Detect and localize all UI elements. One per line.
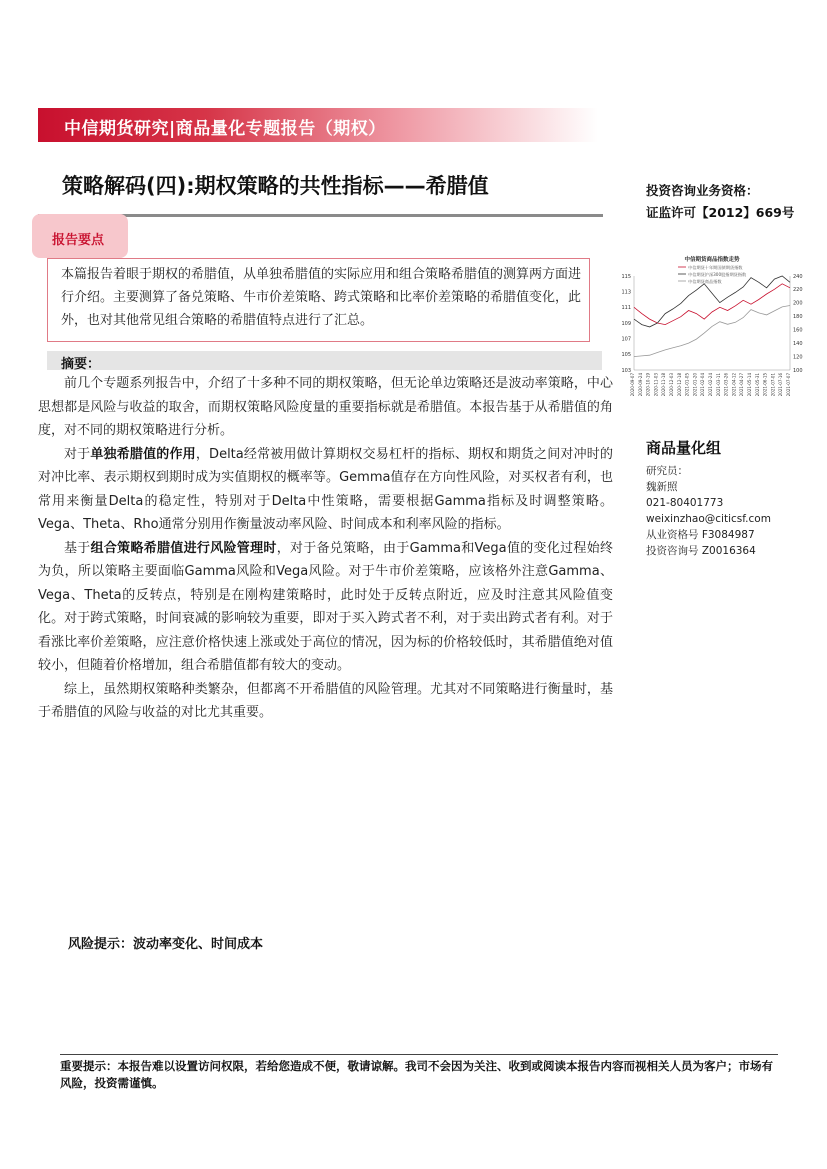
- series-line: [634, 284, 790, 325]
- y-tick-left: 103: [621, 367, 631, 374]
- team-title: 商品量化组: [646, 439, 722, 457]
- y-tick-left: 115: [621, 273, 631, 280]
- footer-divider: [60, 1054, 778, 1055]
- x-tick-label: 2021-04-12: [731, 373, 737, 397]
- index-chart: [614, 252, 814, 407]
- x-tick-label: 2021-01-05: [684, 373, 690, 397]
- x-tick-label: 2021-03-26: [723, 373, 729, 397]
- y-tick-right: 180: [793, 314, 803, 321]
- legend-label: 中信期货商品指数: [688, 278, 722, 284]
- x-tick-label: 2021-06-15: [762, 373, 768, 397]
- x-tick-label: 2020-09-24: [637, 373, 643, 397]
- researcher-email: weixinzhao@citicsf.com: [646, 513, 771, 525]
- x-tick-label: 2021-02-24: [708, 373, 713, 397]
- x-tick-label: 2021-05-14: [747, 373, 752, 397]
- y-tick-left: 105: [621, 352, 631, 359]
- paragraph: 基于组合策略希腊值进行风险管理时，对于备兑策略，由于Gamma和Vega值的变化过程始终为负，所以策略主要面临Gamma风险和Vega风险。对于牛市价差策略，应该格外注意Gamma、Vega、Theta的反转点，特别是在刚构建策略时，此时处于反转点附近，应及时注意其风险值变化。对于跨式策略，时间衰减的影响较为重要，即对于买入跨式者不利，对于卖出跨式者有利。对于看涨比率价差策略，应注意价格快速上涨或处于高位的情况，因为标的价格较低时，其希腊值绝对值较小，但随着价格增加，组合希腊值都有较大的变动。: [38, 540, 613, 673]
- x-tick-label: 2021-01-20: [692, 373, 698, 397]
- team-info: [646, 463, 771, 559]
- y-tick-right: 120: [793, 354, 803, 361]
- x-tick-label: 2021-07-01: [770, 373, 776, 397]
- x-tick-label: 2020-12-03: [669, 373, 674, 397]
- summary-tab-label: 报告要点: [52, 233, 105, 248]
- paragraph: 对于单独希腊值的作用，Delta经常被用做计算期权交易杠杆的指标、期权和期货之间对冲时的对冲比率、表示期权到期时成为实值期权的概率等。Gemma值存在方向性风险，对买权者有利，也常用来衡量Delta的稳定性，特别对于Delta中性策略，需要根据Gamma指标及时调整策略。Vega、Theta、Rho通常分别用作衡量波动率风险、时间成本和利率风险的指标。: [38, 446, 613, 532]
- x-tick-label: 2021-04-27: [739, 373, 745, 397]
- y-tick-left: 111: [621, 305, 631, 312]
- x-tick-label: 2020-11-03: [653, 373, 659, 397]
- paragraph: 综上，虽然期权策略种类繁杂，但都离不开希腊值的风险管理。尤其对不同策略进行衡量时，基于希腊值的风险与收益的对比尤其重要。: [38, 681, 613, 720]
- y-tick-left: 107: [621, 336, 631, 343]
- footer-disclaimer: 重要提示：本报告难以设置访问权限，若给您造成不便，敬请谅解。我司不会因为关注、收到或阅读本报告内容而视相关人员为客户；市场有风险，投资需谨慎。: [60, 1059, 773, 1090]
- y-tick-right: 140: [793, 340, 803, 347]
- qualification-line: 投资咨询业务资格：: [646, 183, 759, 198]
- summary-tab: [32, 214, 128, 258]
- x-tick-label: 2021-07-07: [786, 373, 791, 397]
- chart-title: 中信期货商品指数走势: [684, 257, 740, 263]
- researcher-label: 研究员：: [646, 465, 688, 477]
- summary-box: [47, 258, 590, 342]
- report-title: 策略解码(四):期权策略的共性指标——希腊值: [62, 174, 489, 198]
- y-tick-right: 240: [793, 273, 803, 280]
- risk-warning: 风险提示：波动率变化、时间成本: [68, 937, 264, 952]
- x-tick-label: 2021-02-04: [700, 373, 706, 397]
- abstract-body: [38, 372, 613, 725]
- x-tick-label: 2021-05-31: [754, 373, 760, 397]
- researcher-name: 魏新照: [646, 481, 678, 493]
- y-tick-left: 109: [621, 320, 631, 327]
- y-tick-right: 100: [793, 367, 803, 374]
- x-tick-label: 2021-07-16: [778, 373, 784, 397]
- license-line: 证监许可【2012】669号: [646, 205, 795, 220]
- qualification-block: [646, 180, 794, 224]
- x-tick-label: 2020-11-18: [661, 373, 667, 397]
- series-line: [634, 306, 790, 357]
- y-tick-right: 160: [793, 327, 803, 334]
- legend-label: 中信期货沪深300股指期货指数: [688, 271, 747, 277]
- qualification-number: 从业资格号 F3084987: [646, 529, 755, 541]
- x-tick-label: 2020-12-18: [676, 373, 682, 397]
- y-tick-right: 200: [793, 300, 803, 307]
- x-tick-label: 2021-03-11: [715, 373, 721, 397]
- abstract-label: 摘要：: [61, 357, 101, 372]
- legend-label: 中信期货十年期国债期货指数: [688, 264, 743, 270]
- summary-text: 本篇报告着眼于期权的希腊值，从单独希腊值的实际应用和组合策略希腊值的测算两方面进行介绍。主要测算了备兑策略、牛市价差策略、跨式策略和比率价差策略的希腊值变化，此外，也对其他常见组合策略的希腊值特点进行了汇总。: [61, 267, 582, 328]
- x-tick-label: 2020-10-19: [645, 373, 651, 397]
- abstract-header: [47, 351, 602, 370]
- consulting-number: 投资咨询号 Z0016364: [646, 545, 756, 557]
- y-tick-right: 220: [793, 287, 803, 294]
- y-tick-left: 113: [621, 289, 631, 296]
- paragraph: 前几个专题系列报告中，介绍了十多种不同的期权策略，但无论单边策略还是波动率策略，中心思想都是风险与收益的取舍，而期权策略风险度量的重要指标就是希腊值。本报告基于从希腊值的角度，对不同的期权策略进行分析。: [38, 376, 613, 438]
- index-chart-svg: [614, 252, 814, 407]
- x-tick-label: 2020-09-07: [630, 373, 635, 397]
- banner-title: 中信期货研究|商品量化专题报告（期权）: [64, 119, 386, 139]
- researcher-phone: 021-80401773: [646, 497, 724, 509]
- report-banner: [38, 108, 598, 142]
